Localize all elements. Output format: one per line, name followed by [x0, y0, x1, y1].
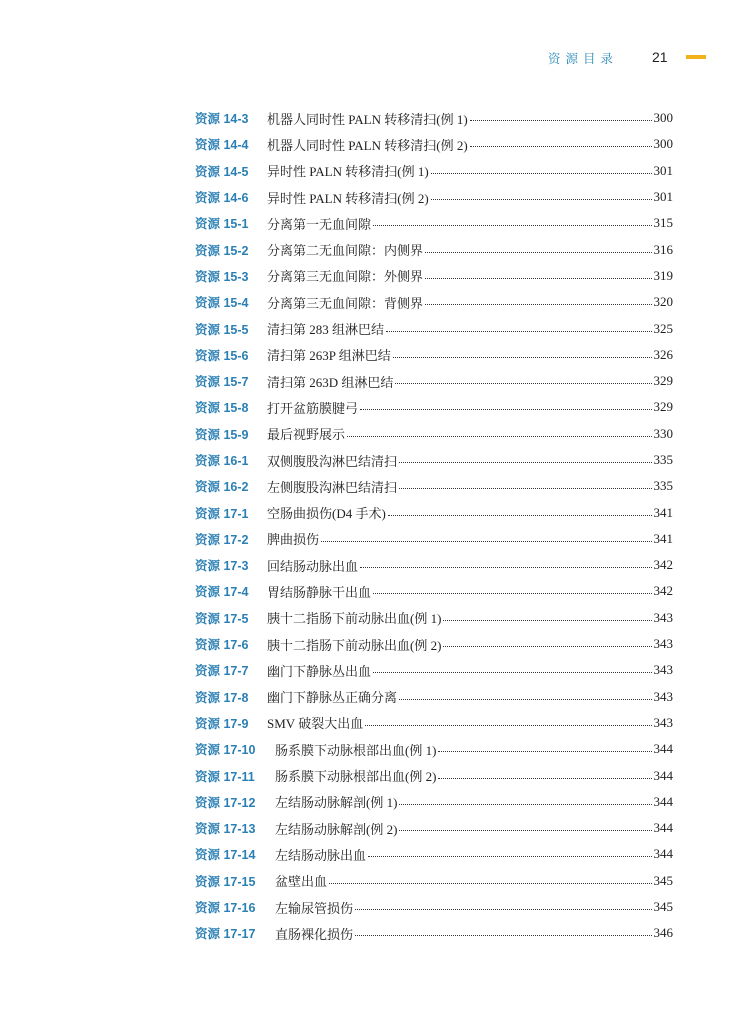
toc-entry-page: 300 — [653, 110, 673, 126]
dot-leader — [329, 882, 651, 884]
toc-entry-page: 342 — [653, 583, 673, 599]
toc-entry-title: 幽门下静脉丛出血 — [267, 663, 372, 679]
section-title: 资源目录 — [548, 51, 619, 66]
toc-entry-title: 直肠裸化损伤 — [275, 926, 354, 942]
dot-leader — [399, 487, 651, 489]
toc-entry-title: 空肠曲损伤(D4 手术) — [267, 506, 386, 522]
dot-leader — [388, 514, 652, 516]
dot-leader — [443, 645, 651, 647]
toc-entry[interactable] — [195, 710, 673, 736]
toc-entry-page: 326 — [653, 346, 673, 362]
toc-entry[interactable] — [195, 762, 673, 788]
toc-entry-title: 左结肠动脉解剖(例 2) — [275, 821, 398, 837]
toc-entry-code: 资源 17-4 — [195, 585, 249, 600]
dot-leader — [365, 724, 651, 726]
toc-entry[interactable] — [195, 105, 673, 131]
toc-entry-title: 分离第一无血间隙 — [267, 216, 372, 232]
toc-entry-page: 300 — [653, 136, 673, 152]
toc-entry-code: 资源 14-6 — [195, 191, 249, 206]
toc-entry-title: 双侧腹股沟淋巴结清扫 — [267, 453, 398, 469]
dot-leader — [321, 540, 651, 542]
dot-leader — [355, 934, 651, 936]
toc-entry-title: 胰十二指肠下前动脉出血(例 1) — [267, 611, 442, 627]
toc-entry-code: 资源 17-14 — [195, 848, 256, 863]
toc-entry-code: 资源 15-6 — [195, 348, 249, 363]
dot-leader — [431, 172, 652, 174]
toc-entry-page: 319 — [653, 267, 673, 283]
dot-leader — [395, 382, 651, 384]
toc-entry-title: 打开盆筋膜腱弓 — [267, 400, 359, 416]
toc-entry-title: 脾曲损伤 — [267, 532, 320, 548]
toc-entry-page: 343 — [653, 662, 673, 678]
toc-entry[interactable] — [195, 394, 673, 420]
toc-entry-title: 盆壁出血 — [275, 874, 328, 890]
toc-entry[interactable] — [195, 289, 673, 315]
toc-entry-page: 341 — [653, 530, 673, 546]
toc-entry[interactable] — [195, 184, 673, 210]
toc-entry[interactable] — [195, 894, 673, 920]
toc-entry-page: 320 — [653, 294, 673, 310]
toc-entry-page: 344 — [653, 767, 673, 783]
toc-entry-code: 资源 17-1 — [195, 506, 249, 521]
toc-entry-title: 幽门下静脉丛正确分离 — [267, 690, 398, 706]
toc-entry-title: 清扫第 263P 组淋巴结 — [267, 348, 391, 364]
toc-entry[interactable] — [195, 342, 673, 368]
toc-entry-page: 301 — [653, 189, 673, 205]
dot-leader — [443, 619, 651, 621]
toc-entry-code: 资源 15-2 — [195, 243, 249, 258]
toc-entry-page: 301 — [653, 162, 673, 178]
toc-entry[interactable] — [195, 447, 673, 473]
dot-leader — [360, 566, 651, 568]
dot-leader — [438, 777, 651, 779]
toc-entry-code: 资源 17-2 — [195, 532, 249, 547]
toc-entry-page: 343 — [653, 714, 673, 730]
dot-leader — [438, 750, 651, 752]
toc-entry-page: 345 — [653, 899, 673, 915]
toc-entry-title: 左侧腹股沟淋巴结清扫 — [267, 479, 398, 495]
toc-entry-page: 344 — [653, 741, 673, 757]
dot-leader — [399, 829, 651, 831]
dot-leader — [399, 803, 651, 805]
toc-entry[interactable] — [195, 789, 673, 815]
toc-entry-page: 335 — [653, 452, 673, 467]
dot-leader — [470, 145, 652, 147]
toc-entry-title: 分离第三无血间隙：外侧界 — [267, 269, 424, 285]
toc-entry[interactable] — [195, 631, 673, 657]
dot-leader — [355, 908, 651, 910]
toc-entry-title: 胃结肠静脉干出血 — [267, 584, 372, 600]
toc-entry-title: 胰十二指肠下前动脉出血(例 2) — [267, 637, 442, 653]
dot-leader — [368, 855, 651, 857]
toc-entry[interactable] — [195, 158, 673, 184]
toc-entry-code: 资源 15-3 — [195, 269, 249, 284]
toc-entry-page: 344 — [653, 820, 673, 836]
toc-entry[interactable] — [195, 315, 673, 341]
toc-entry-code: 资源 17-6 — [195, 638, 249, 653]
toc-entry[interactable] — [195, 736, 673, 762]
toc-entry-title: 机器人同时性 PALN 转移清扫(例 1) — [267, 111, 468, 127]
toc-entry-code: 资源 17-17 — [195, 927, 256, 942]
toc-entry[interactable] — [195, 920, 673, 946]
toc-entry-code: 资源 15-7 — [195, 375, 249, 390]
toc-entry-title: SMV 破裂大出血 — [267, 716, 364, 732]
dot-leader — [386, 330, 651, 332]
toc-entry-code: 资源 15-9 — [195, 427, 249, 442]
toc-entry-title: 异时性 PALN 转移清扫(例 2) — [267, 190, 429, 206]
toc-entry-page: 345 — [653, 872, 673, 888]
toc-entry-page: 343 — [653, 688, 673, 704]
dot-leader — [425, 251, 651, 253]
toc-entry-page: 329 — [653, 373, 673, 389]
dot-leader — [431, 198, 652, 200]
toc-entry[interactable] — [195, 815, 673, 841]
toc-entry[interactable] — [195, 499, 673, 525]
toc-entry[interactable] — [195, 263, 673, 289]
running-header — [0, 50, 730, 70]
toc-entry-code: 资源 15-4 — [195, 296, 249, 311]
toc-entry[interactable] — [195, 841, 673, 867]
toc-entry-page: 344 — [653, 793, 673, 809]
toc-entry-code: 资源 14-3 — [195, 112, 249, 127]
toc-entry-page: 344 — [653, 846, 673, 862]
toc-entry-title: 机器人同时性 PALN 转移清扫(例 2) — [267, 137, 468, 153]
toc-entry-page: 342 — [653, 557, 673, 573]
toc-entry-title: 清扫第 283 组淋巴结 — [267, 322, 385, 338]
toc-entry-code: 资源 17-5 — [195, 611, 249, 626]
toc-entry-title: 左输尿管损伤 — [275, 900, 354, 916]
toc-entry-page: 343 — [653, 636, 673, 652]
toc-entry-page: 330 — [653, 425, 673, 441]
dot-leader — [347, 435, 651, 437]
toc-entry-code: 资源 14-5 — [195, 164, 249, 179]
dot-leader — [470, 119, 652, 121]
toc-entry-title: 最后视野展示 — [267, 427, 346, 443]
toc-entry-code: 资源 17-7 — [195, 664, 249, 679]
toc-entry-title: 清扫第 263D 组淋巴结 — [267, 374, 394, 390]
toc-entry-code: 资源 17-13 — [195, 822, 256, 837]
toc-entry-code: 资源 17-16 — [195, 901, 256, 916]
toc-entry-code: 资源 16-1 — [195, 454, 249, 468]
dot-leader — [425, 303, 651, 305]
toc-entry-code: 资源 17-3 — [195, 559, 249, 574]
toc-entry[interactable] — [195, 552, 673, 578]
toc-entry[interactable] — [195, 684, 673, 710]
toc-entry-code: 资源 16-2 — [195, 480, 249, 495]
toc-entry[interactable] — [195, 657, 673, 683]
toc-entry-code: 资源 17-12 — [195, 795, 256, 810]
dot-leader — [399, 698, 651, 700]
toc-entry-code: 资源 15-1 — [195, 217, 249, 232]
toc-entry-page: 329 — [653, 399, 673, 415]
page-number: 21 — [652, 49, 668, 65]
dot-leader — [373, 592, 651, 594]
toc-entry-title: 左结肠动脉出血 — [275, 847, 367, 863]
toc-entry[interactable] — [195, 605, 673, 631]
toc-entry-code: 资源 15-5 — [195, 322, 249, 337]
toc-entry[interactable] — [195, 131, 673, 157]
toc-entry-title: 分离第二无血间隙：内侧界 — [267, 243, 424, 259]
toc-entry-code: 资源 17-10 — [195, 743, 256, 758]
toc-entry-page: 316 — [653, 241, 673, 257]
toc-entry[interactable] — [195, 210, 673, 236]
toc-entry-title: 回结肠动脉出血 — [267, 558, 359, 574]
toc-entry-title: 异时性 PALN 转移清扫(例 1) — [267, 164, 429, 180]
toc-entry-code: 资源 17-11 — [195, 769, 255, 784]
toc-entry-title: 左结肠动脉解剖(例 1) — [275, 795, 398, 811]
toc-entry-title: 肠系膜下动脉根部出血(例 2) — [275, 769, 437, 785]
toc-entry-page: 346 — [653, 925, 673, 941]
toc-entry-page: 325 — [653, 320, 673, 336]
dot-leader — [360, 408, 651, 410]
toc-entry-page: 343 — [653, 609, 673, 625]
toc-entry[interactable] — [195, 421, 673, 447]
toc-entry-code: 资源 15-8 — [195, 401, 249, 416]
dot-leader — [399, 461, 651, 463]
toc-entry-code: 资源 14-4 — [195, 138, 249, 153]
toc-entry-code: 资源 17-9 — [195, 716, 249, 731]
dot-leader — [425, 277, 651, 279]
toc-entry[interactable] — [195, 473, 673, 499]
dot-leader — [373, 671, 651, 673]
toc-entry-code: 资源 17-15 — [195, 874, 256, 889]
dot-leader — [393, 356, 652, 358]
toc-entry-title: 肠系膜下动脉根部出血(例 1) — [275, 742, 437, 758]
decorative-bar — [686, 55, 706, 59]
toc-entry-page: 341 — [653, 504, 673, 520]
dot-leader — [373, 224, 651, 226]
toc-entry[interactable] — [195, 526, 673, 552]
toc-entry-code: 资源 17-8 — [195, 690, 249, 705]
toc-entry[interactable] — [195, 368, 673, 394]
toc-entry-page: 335 — [653, 478, 673, 494]
toc-entry-page: 315 — [653, 215, 673, 231]
toc-entry[interactable] — [195, 868, 673, 894]
toc-entry-title: 分离第三无血间隙：背侧界 — [267, 295, 424, 311]
toc-entry[interactable] — [195, 236, 673, 262]
resource-toc-list — [195, 105, 673, 947]
toc-entry[interactable] — [195, 578, 673, 604]
